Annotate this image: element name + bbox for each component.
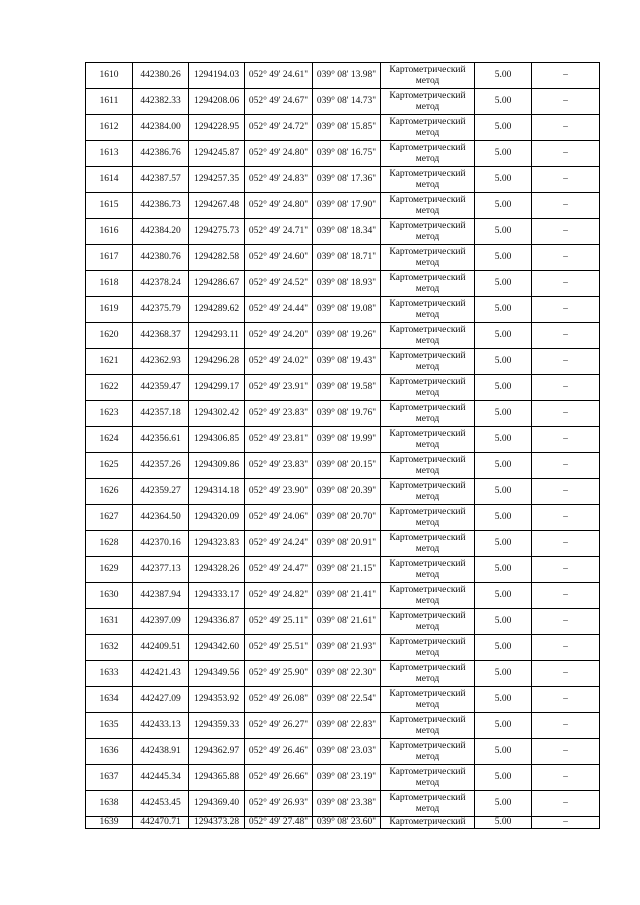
coord-y-cell: 1294299.17 xyxy=(189,375,245,401)
point-number-cell: 1628 xyxy=(86,531,133,557)
note-cell: – xyxy=(532,349,600,375)
longitude-cell: 039° 08' 13.98" xyxy=(313,63,381,89)
latitude-cell: 052° 49' 23.91" xyxy=(245,375,313,401)
coord-y-cell: 1294293.11 xyxy=(189,323,245,349)
table-row xyxy=(86,219,600,245)
coord-y-cell: 1294365.88 xyxy=(189,765,245,791)
accuracy-cell: 5.00 xyxy=(475,765,532,791)
longitude-cell: 039° 08' 19.58" xyxy=(313,375,381,401)
latitude-cell: 052° 49' 24.71" xyxy=(245,219,313,245)
accuracy-cell: 5.00 xyxy=(475,115,532,141)
latitude-cell: 052° 49' 24.67" xyxy=(245,89,313,115)
longitude-cell: 039° 08' 21.61" xyxy=(313,609,381,635)
table-row xyxy=(86,609,600,635)
longitude-cell: 039° 08' 21.41" xyxy=(313,583,381,609)
coord-y-cell: 1294328.26 xyxy=(189,557,245,583)
coord-x-cell: 442387.94 xyxy=(133,583,189,609)
note-cell: – xyxy=(532,63,600,89)
method-cell: Картометрический метод xyxy=(381,739,475,765)
accuracy-cell: 5.00 xyxy=(475,427,532,453)
note-cell: – xyxy=(532,167,600,193)
longitude-cell: 039° 08' 22.54" xyxy=(313,687,381,713)
point-number-cell: 1626 xyxy=(86,479,133,505)
latitude-cell: 052° 49' 24.72" xyxy=(245,115,313,141)
accuracy-cell: 5.00 xyxy=(475,609,532,635)
latitude-cell: 052° 49' 23.90" xyxy=(245,479,313,505)
method-cell: Картометрический метод xyxy=(381,349,475,375)
method-cell: Картометрический метод xyxy=(381,791,475,817)
coord-x-cell: 442368.37 xyxy=(133,323,189,349)
note-cell: – xyxy=(532,739,600,765)
table-row xyxy=(86,115,600,141)
coordinates-table xyxy=(85,62,600,829)
coord-y-cell: 1294267.48 xyxy=(189,193,245,219)
method-cell: Картометрический метод xyxy=(381,661,475,687)
latitude-cell: 052° 49' 23.83" xyxy=(245,453,313,479)
accuracy-cell: 5.00 xyxy=(475,271,532,297)
point-number-cell: 1634 xyxy=(86,687,133,713)
method-cell: Картометрический метод xyxy=(381,531,475,557)
table-row xyxy=(86,297,600,323)
longitude-cell: 039° 08' 14.73" xyxy=(313,89,381,115)
longitude-cell: 039° 08' 21.93" xyxy=(313,635,381,661)
table-row xyxy=(86,765,600,791)
coord-y-cell: 1294245.87 xyxy=(189,141,245,167)
coord-y-cell: 1294369.40 xyxy=(189,791,245,817)
method-cell: Картометрический метод xyxy=(381,557,475,583)
latitude-cell: 052° 49' 26.08" xyxy=(245,687,313,713)
note-cell: – xyxy=(532,583,600,609)
longitude-cell: 039° 08' 20.91" xyxy=(313,531,381,557)
point-number-cell: 1623 xyxy=(86,401,133,427)
point-number-cell: 1620 xyxy=(86,323,133,349)
point-number-cell: 1632 xyxy=(86,635,133,661)
note-cell: – xyxy=(532,505,600,531)
latitude-cell: 052° 49' 24.60" xyxy=(245,245,313,271)
point-number-cell: 1639 xyxy=(86,817,133,829)
coord-x-cell: 442377.13 xyxy=(133,557,189,583)
note-cell: – xyxy=(532,557,600,583)
coord-y-cell: 1294333.17 xyxy=(189,583,245,609)
table-row xyxy=(86,531,600,557)
note-cell: – xyxy=(532,713,600,739)
longitude-cell: 039° 08' 18.34" xyxy=(313,219,381,245)
accuracy-cell: 5.00 xyxy=(475,531,532,557)
table-row xyxy=(86,557,600,583)
table-row xyxy=(86,453,600,479)
table-row xyxy=(86,739,600,765)
point-number-cell: 1610 xyxy=(86,63,133,89)
point-number-cell: 1613 xyxy=(86,141,133,167)
method-cell: Картометрический метод xyxy=(381,193,475,219)
method-cell: Картометрический метод xyxy=(381,687,475,713)
longitude-cell: 039° 08' 19.08" xyxy=(313,297,381,323)
point-number-cell: 1631 xyxy=(86,609,133,635)
coord-x-cell: 442364.50 xyxy=(133,505,189,531)
point-number-cell: 1616 xyxy=(86,219,133,245)
latitude-cell: 052° 49' 23.83" xyxy=(245,401,313,427)
point-number-cell: 1621 xyxy=(86,349,133,375)
table-row xyxy=(86,817,600,829)
coord-y-cell: 1294309.86 xyxy=(189,453,245,479)
method-cell: Картометрический метод xyxy=(381,63,475,89)
latitude-cell: 052° 49' 26.27" xyxy=(245,713,313,739)
accuracy-cell: 5.00 xyxy=(475,245,532,271)
longitude-cell: 039° 08' 20.39" xyxy=(313,479,381,505)
table-row xyxy=(86,713,600,739)
table-row xyxy=(86,375,600,401)
method-cell: Картометрический метод xyxy=(381,479,475,505)
note-cell: – xyxy=(532,817,600,829)
coord-y-cell: 1294373.28 xyxy=(189,817,245,829)
coord-x-cell: 442370.16 xyxy=(133,531,189,557)
point-number-cell: 1618 xyxy=(86,271,133,297)
method-cell: Картометрический xyxy=(381,817,475,829)
accuracy-cell: 5.00 xyxy=(475,817,532,829)
note-cell: – xyxy=(532,609,600,635)
note-cell: – xyxy=(532,687,600,713)
point-number-cell: 1612 xyxy=(86,115,133,141)
coord-y-cell: 1294362.97 xyxy=(189,739,245,765)
coord-x-cell: 442362.93 xyxy=(133,349,189,375)
table-row xyxy=(86,245,600,271)
accuracy-cell: 5.00 xyxy=(475,583,532,609)
table-row xyxy=(86,401,600,427)
method-cell: Картометрический метод xyxy=(381,401,475,427)
coord-x-cell: 442409.51 xyxy=(133,635,189,661)
method-cell: Картометрический метод xyxy=(381,245,475,271)
coord-x-cell: 442359.47 xyxy=(133,375,189,401)
coord-y-cell: 1294342.60 xyxy=(189,635,245,661)
note-cell: – xyxy=(532,375,600,401)
coord-x-cell: 442453.45 xyxy=(133,791,189,817)
method-cell: Картометрический метод xyxy=(381,635,475,661)
method-cell: Картометрический метод xyxy=(381,583,475,609)
longitude-cell: 039° 08' 22.83" xyxy=(313,713,381,739)
longitude-cell: 039° 08' 18.93" xyxy=(313,271,381,297)
method-cell: Картометрический метод xyxy=(381,167,475,193)
coord-x-cell: 442421.43 xyxy=(133,661,189,687)
latitude-cell: 052° 49' 24.52" xyxy=(245,271,313,297)
accuracy-cell: 5.00 xyxy=(475,713,532,739)
table-row xyxy=(86,479,600,505)
accuracy-cell: 5.00 xyxy=(475,375,532,401)
coord-x-cell: 442382.33 xyxy=(133,89,189,115)
coord-x-cell: 442438.91 xyxy=(133,739,189,765)
point-number-cell: 1619 xyxy=(86,297,133,323)
accuracy-cell: 5.00 xyxy=(475,557,532,583)
accuracy-cell: 5.00 xyxy=(475,479,532,505)
latitude-cell: 052° 49' 24.20" xyxy=(245,323,313,349)
table-row xyxy=(86,323,600,349)
accuracy-cell: 5.00 xyxy=(475,349,532,375)
method-cell: Картометрический метод xyxy=(381,765,475,791)
coord-y-cell: 1294314.18 xyxy=(189,479,245,505)
point-number-cell: 1633 xyxy=(86,661,133,687)
coord-x-cell: 442387.57 xyxy=(133,167,189,193)
table-row xyxy=(86,271,600,297)
table-row xyxy=(86,167,600,193)
latitude-cell: 052° 49' 25.90" xyxy=(245,661,313,687)
method-cell: Картометрический метод xyxy=(381,219,475,245)
latitude-cell: 052° 49' 24.61" xyxy=(245,63,313,89)
point-number-cell: 1627 xyxy=(86,505,133,531)
longitude-cell: 039° 08' 21.15" xyxy=(313,557,381,583)
point-number-cell: 1625 xyxy=(86,453,133,479)
point-number-cell: 1615 xyxy=(86,193,133,219)
table-row xyxy=(86,687,600,713)
latitude-cell: 052° 49' 24.82" xyxy=(245,583,313,609)
accuracy-cell: 5.00 xyxy=(475,193,532,219)
table-row xyxy=(86,505,600,531)
point-number-cell: 1630 xyxy=(86,583,133,609)
note-cell: – xyxy=(532,141,600,167)
longitude-cell: 039° 08' 19.76" xyxy=(313,401,381,427)
coord-y-cell: 1294228.95 xyxy=(189,115,245,141)
note-cell: – xyxy=(532,635,600,661)
coord-y-cell: 1294296.28 xyxy=(189,349,245,375)
table-row xyxy=(86,89,600,115)
longitude-cell: 039° 08' 15.85" xyxy=(313,115,381,141)
point-number-cell: 1617 xyxy=(86,245,133,271)
latitude-cell: 052° 49' 27.48" xyxy=(245,817,313,829)
table-row xyxy=(86,791,600,817)
coord-x-cell: 442386.76 xyxy=(133,141,189,167)
longitude-cell: 039° 08' 19.43" xyxy=(313,349,381,375)
longitude-cell: 039° 08' 20.70" xyxy=(313,505,381,531)
point-number-cell: 1638 xyxy=(86,791,133,817)
longitude-cell: 039° 08' 22.30" xyxy=(313,661,381,687)
note-cell: – xyxy=(532,271,600,297)
longitude-cell: 039° 08' 19.99" xyxy=(313,427,381,453)
accuracy-cell: 5.00 xyxy=(475,661,532,687)
table-row xyxy=(86,349,600,375)
method-cell: Картометрический метод xyxy=(381,115,475,141)
method-cell: Картометрический метод xyxy=(381,141,475,167)
latitude-cell: 052° 49' 26.46" xyxy=(245,739,313,765)
latitude-cell: 052° 49' 23.81" xyxy=(245,427,313,453)
coord-x-cell: 442386.73 xyxy=(133,193,189,219)
coord-x-cell: 442378.24 xyxy=(133,271,189,297)
note-cell: – xyxy=(532,401,600,427)
coord-y-cell: 1294359.33 xyxy=(189,713,245,739)
point-number-cell: 1614 xyxy=(86,167,133,193)
coord-y-cell: 1294286.67 xyxy=(189,271,245,297)
latitude-cell: 052° 49' 24.47" xyxy=(245,557,313,583)
note-cell: – xyxy=(532,323,600,349)
coord-x-cell: 442384.00 xyxy=(133,115,189,141)
latitude-cell: 052° 49' 24.06" xyxy=(245,505,313,531)
coord-x-cell: 442380.76 xyxy=(133,245,189,271)
note-cell: – xyxy=(532,219,600,245)
coord-y-cell: 1294336.87 xyxy=(189,609,245,635)
note-cell: – xyxy=(532,193,600,219)
method-cell: Картометрический метод xyxy=(381,375,475,401)
longitude-cell: 039° 08' 16.75" xyxy=(313,141,381,167)
accuracy-cell: 5.00 xyxy=(475,505,532,531)
latitude-cell: 052° 49' 24.80" xyxy=(245,193,313,219)
coord-y-cell: 1294302.42 xyxy=(189,401,245,427)
note-cell: – xyxy=(532,661,600,687)
longitude-cell: 039° 08' 23.60" xyxy=(313,817,381,829)
point-number-cell: 1636 xyxy=(86,739,133,765)
accuracy-cell: 5.00 xyxy=(475,219,532,245)
table-row xyxy=(86,583,600,609)
table-row xyxy=(86,661,600,687)
note-cell: – xyxy=(532,427,600,453)
latitude-cell: 052° 49' 24.24" xyxy=(245,531,313,557)
latitude-cell: 052° 49' 26.93" xyxy=(245,791,313,817)
note-cell: – xyxy=(532,115,600,141)
coord-y-cell: 1294349.56 xyxy=(189,661,245,687)
latitude-cell: 052° 49' 24.83" xyxy=(245,167,313,193)
point-number-cell: 1629 xyxy=(86,557,133,583)
point-number-cell: 1624 xyxy=(86,427,133,453)
coord-y-cell: 1294275.73 xyxy=(189,219,245,245)
latitude-cell: 052° 49' 24.44" xyxy=(245,297,313,323)
accuracy-cell: 5.00 xyxy=(475,401,532,427)
accuracy-cell: 5.00 xyxy=(475,323,532,349)
note-cell: – xyxy=(532,297,600,323)
table-body xyxy=(86,63,600,829)
accuracy-cell: 5.00 xyxy=(475,791,532,817)
longitude-cell: 039° 08' 23.03" xyxy=(313,739,381,765)
latitude-cell: 052° 49' 25.51" xyxy=(245,635,313,661)
method-cell: Картометрический метод xyxy=(381,427,475,453)
coord-x-cell: 442397.09 xyxy=(133,609,189,635)
longitude-cell: 039° 08' 19.26" xyxy=(313,323,381,349)
longitude-cell: 039° 08' 17.36" xyxy=(313,167,381,193)
accuracy-cell: 5.00 xyxy=(475,687,532,713)
method-cell: Картометрический метод xyxy=(381,609,475,635)
coord-x-cell: 442375.79 xyxy=(133,297,189,323)
accuracy-cell: 5.00 xyxy=(475,453,532,479)
coord-y-cell: 1294257.35 xyxy=(189,167,245,193)
table-row xyxy=(86,63,600,89)
accuracy-cell: 5.00 xyxy=(475,89,532,115)
note-cell: – xyxy=(532,245,600,271)
coord-y-cell: 1294194.03 xyxy=(189,63,245,89)
longitude-cell: 039° 08' 20.15" xyxy=(313,453,381,479)
coord-x-cell: 442359.27 xyxy=(133,479,189,505)
coord-y-cell: 1294320.09 xyxy=(189,505,245,531)
coord-y-cell: 1294306.85 xyxy=(189,427,245,453)
coord-x-cell: 442356.61 xyxy=(133,427,189,453)
note-cell: – xyxy=(532,479,600,505)
latitude-cell: 052° 49' 24.80" xyxy=(245,141,313,167)
longitude-cell: 039° 08' 23.38" xyxy=(313,791,381,817)
coord-x-cell: 442427.09 xyxy=(133,687,189,713)
accuracy-cell: 5.00 xyxy=(475,63,532,89)
coord-x-cell: 442445.34 xyxy=(133,765,189,791)
point-number-cell: 1622 xyxy=(86,375,133,401)
accuracy-cell: 5.00 xyxy=(475,141,532,167)
coord-y-cell: 1294282.58 xyxy=(189,245,245,271)
accuracy-cell: 5.00 xyxy=(475,167,532,193)
coord-y-cell: 1294208.06 xyxy=(189,89,245,115)
latitude-cell: 052° 49' 26.66" xyxy=(245,765,313,791)
table-row xyxy=(86,427,600,453)
longitude-cell: 039° 08' 17.90" xyxy=(313,193,381,219)
coord-x-cell: 442433.13 xyxy=(133,713,189,739)
method-cell: Картометрический метод xyxy=(381,453,475,479)
table-row xyxy=(86,141,600,167)
accuracy-cell: 5.00 xyxy=(475,297,532,323)
longitude-cell: 039° 08' 18.71" xyxy=(313,245,381,271)
coord-x-cell: 442357.26 xyxy=(133,453,189,479)
coord-x-cell: 442384.20 xyxy=(133,219,189,245)
note-cell: – xyxy=(532,791,600,817)
coord-y-cell: 1294353.92 xyxy=(189,687,245,713)
latitude-cell: 052° 49' 25.11" xyxy=(245,609,313,635)
point-number-cell: 1637 xyxy=(86,765,133,791)
method-cell: Картометрический метод xyxy=(381,89,475,115)
note-cell: – xyxy=(532,453,600,479)
method-cell: Картометрический метод xyxy=(381,713,475,739)
coord-x-cell: 442380.26 xyxy=(133,63,189,89)
method-cell: Картометрический метод xyxy=(381,271,475,297)
table-row xyxy=(86,193,600,219)
note-cell: – xyxy=(532,531,600,557)
point-number-cell: 1635 xyxy=(86,713,133,739)
note-cell: – xyxy=(532,765,600,791)
coord-y-cell: 1294289.62 xyxy=(189,297,245,323)
longitude-cell: 039° 08' 23.19" xyxy=(313,765,381,791)
point-number-cell: 1611 xyxy=(86,89,133,115)
method-cell: Картометрический метод xyxy=(381,505,475,531)
note-cell: – xyxy=(532,89,600,115)
coord-x-cell: 442357.18 xyxy=(133,401,189,427)
table-row xyxy=(86,635,600,661)
method-cell: Картометрический метод xyxy=(381,297,475,323)
coord-y-cell: 1294323.83 xyxy=(189,531,245,557)
method-cell: Картометрический метод xyxy=(381,323,475,349)
coord-x-cell: 442470.71 xyxy=(133,817,189,829)
accuracy-cell: 5.00 xyxy=(475,739,532,765)
accuracy-cell: 5.00 xyxy=(475,635,532,661)
latitude-cell: 052° 49' 24.02" xyxy=(245,349,313,375)
